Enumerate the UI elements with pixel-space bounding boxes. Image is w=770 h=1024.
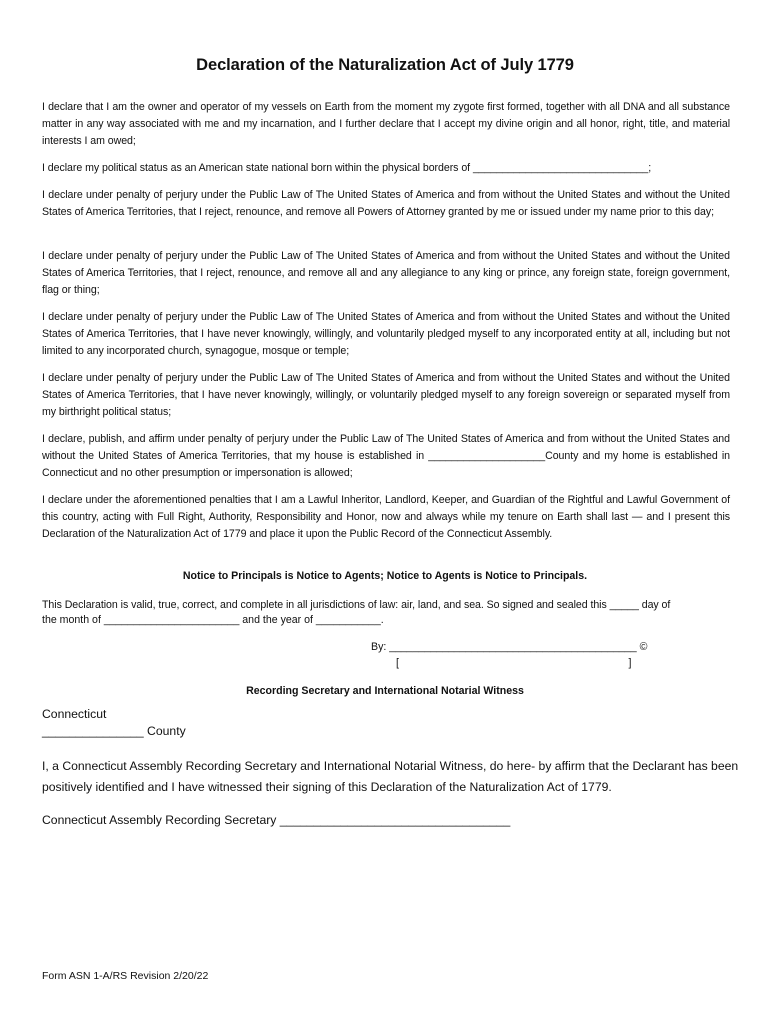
notice-line: Notice to Principals is Notice to Agents; Notice to Agents is Notice to Principals. [182, 570, 588, 582]
state-label: Connecticut [42, 707, 107, 721]
witness-paragraph: I, a Connecticut Assembly Recording Secretary and International Notarial Witness, do here- by affirm that the Declarant has been positively identified and I have witnessed their signing of this Declaration of the Naturalization Act of 1779. [42, 759, 739, 794]
paragraph-power-of-attorney: I declare under penalty of perjury under the Public Law of The United States of America and from without the United States and without the United States of America Territories, that I reject, renounce, and remove all Powers of Attorney granted by me or issued under my name prior to this day; [42, 189, 730, 218]
form-footer: Form ASN 1-A/RS Revision 2/20/22 [42, 970, 209, 982]
paragraph-allegiance: I declare under penalty of perjury under the Public Law of The United States of America and from without the United States and without the United States of America Territories, that I reject, renounce, and remove all and any allegiance to any king or prince, any foreign state, foreign government, flag or thing; [42, 250, 730, 296]
validity-line-2: the month of _______________________ and the year of ___________. [42, 614, 384, 626]
signature-line: By: __________________________________________ © [371, 641, 648, 653]
paragraph-house-established: I declare, publish, and affirm under penalty of perjury under the Public Law of The United States of America and from without the United States and without the United States of America Territories, that my house is established in ____________________County and my home is established in Connecticut and no other presumption or impersonation is allowed; [42, 433, 730, 479]
paragraph-political-status: I declare my political status as an American state national born within the physical borders of ______________________________; [42, 162, 652, 174]
county-line: _______________ County [42, 724, 186, 738]
recording-heading: Recording Secretary and International Notarial Witness [246, 685, 524, 697]
validity-line-1: This Declaration is valid, true, correct, and complete in all jurisdictions of law: air, land, and sea. So signed and sealed this _____ day of [42, 599, 671, 611]
paragraph-incorporated-entity: I declare under penalty of perjury under the Public Law of The United States of America and from without the United States and without the United States of America Territories, that I have never knowingly, willingly, and voluntarily pledged myself to any incorporated entity at all, including but not limited to any incorporated church, synagogue, mosque or temple; [42, 311, 730, 357]
name-bracket-line: [ ] [396, 657, 632, 669]
document-title: Declaration of the Naturalization Act of July 1779 [196, 56, 574, 74]
secretary-signature-line: Connecticut Assembly Recording Secretary __________________________________ [42, 813, 511, 827]
paragraph-owner-operator: I declare that I am the owner and operator of my vessels on Earth from the moment my zygote first formed, together with all DNA and all substance matter in any way associated with me and my incarnation, and I further declare that I accept my divine origin and all honor, right, title, and material interests I am owed; [42, 101, 730, 147]
paragraph-foreign-sovereign: I declare under penalty of perjury under the Public Law of The United States of America and from without the United States and without the United States of America Territories, that I have never knowingly, willingly, or voluntarily pledged myself to any foreign sovereign or separated myself from my birthright political status; [42, 372, 730, 418]
paragraph-lawful-inheritor: I declare under the aforementioned penalties that I am a Lawful Inheritor, Landlord, Keeper, and Guardian of the Rightful and Lawful Government of this country, acting with Full Right, Authority, Responsibility and Honor, now and always while my tenure on Earth shall last — and I present this Declaration of the Naturalization Act of 1779 and place it upon the Public Record of the Connecticut Assembly. [42, 494, 730, 540]
